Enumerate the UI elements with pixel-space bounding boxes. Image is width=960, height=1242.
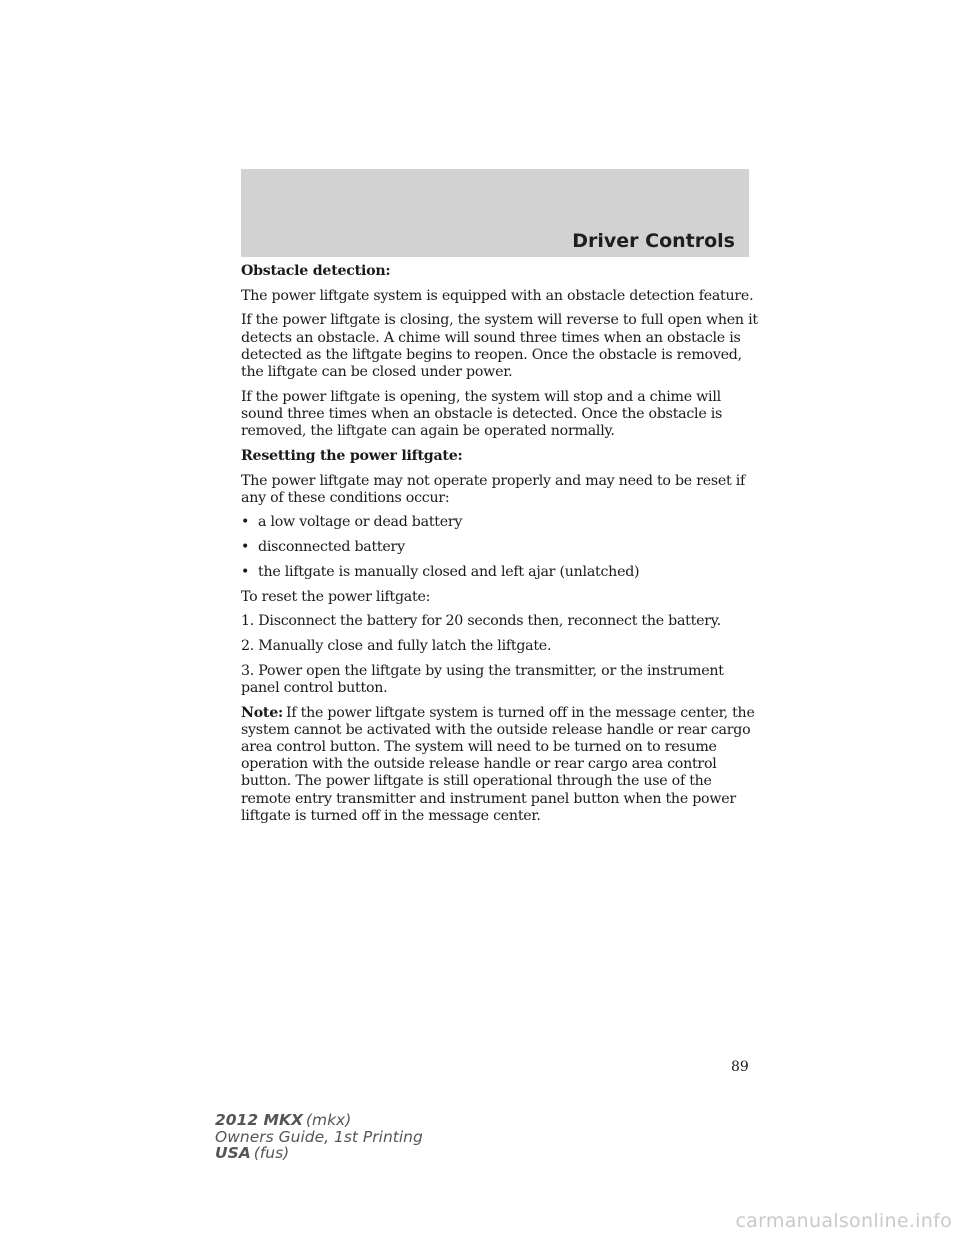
page-number: 89 — [731, 1059, 749, 1075]
footer-market: USA — [215, 1144, 251, 1162]
list-item — [241, 564, 761, 581]
list-item — [241, 539, 761, 556]
paragraph: If the power liftgate is closing, the system will reverse to full open when it detects an obstacle. A chime will sound three times when an obstacle is detected as the liftgate begins to reopen. Once the obstacle is removed, the liftgate can be closed under power. — [241, 312, 758, 381]
paragraph: The power liftgate system is equipped with an obstacle detection feature. — [241, 287, 754, 304]
step-item: 3. Power open the liftgate by using the transmitter, or the instrument panel control button. — [241, 662, 724, 696]
footer-line — [215, 1145, 423, 1162]
resetting-heading: Resetting the power liftgate: — [241, 447, 463, 464]
bullet-marker: • — [241, 563, 250, 580]
obstacle-detection-heading: Obstacle detection: — [241, 263, 391, 279]
note-text: If the power liftgate system is turned off in the message center, the system cannot be activated with the outside release handle or rear cargo area control button. The system will need to be turned on to resume operation with the outside release handle or rear cargo area control button. The power liftgate is still operational through the use of the remote entry transmitter and instrument panel button when the power liftgate is turned off in the message center. — [241, 704, 755, 824]
paragraph: The power liftgate may not operate properly and may need to be reset if any of these conditions occur: — [241, 472, 746, 506]
bullet-marker: • — [241, 539, 250, 556]
step-item: 1. Disconnect the battery for 20 seconds then, reconnect the battery. — [241, 613, 721, 630]
list-item-text: the liftgate is manually closed and left ajar (unlatched) — [258, 563, 640, 580]
note-paragraph — [241, 705, 761, 825]
step-item: 2. Manually close and fully latch the liftgate. — [241, 637, 552, 654]
list-item-text: disconnected battery — [258, 539, 405, 556]
print-footer — [215, 1112, 423, 1162]
section-header-band — [241, 169, 749, 257]
section-title: Driver Controls — [572, 230, 735, 252]
bullet-marker: • — [241, 514, 250, 531]
note-label: Note: — [241, 704, 283, 721]
footer-model: 2012 MKX — [215, 1111, 303, 1129]
site-watermark: carmanualsonline.info — [735, 1210, 952, 1232]
paragraph: If the power liftgate is opening, the system will stop and a chime will sound three times when an obstacle is detected. Once the obstacle is removed, the liftgate can again be operated normally. — [241, 388, 723, 440]
page-content — [241, 263, 761, 832]
reset-intro: To reset the power liftgate: — [241, 588, 431, 605]
list-item-text: a low voltage or dead battery — [258, 514, 463, 531]
footer-line: Owners Guide, 1st Printing — [215, 1127, 423, 1146]
footer-line — [215, 1112, 423, 1129]
list-item — [241, 514, 761, 531]
footer-model-code: (mkx) — [305, 1111, 352, 1129]
footer-market-code: (fus) — [253, 1144, 290, 1162]
